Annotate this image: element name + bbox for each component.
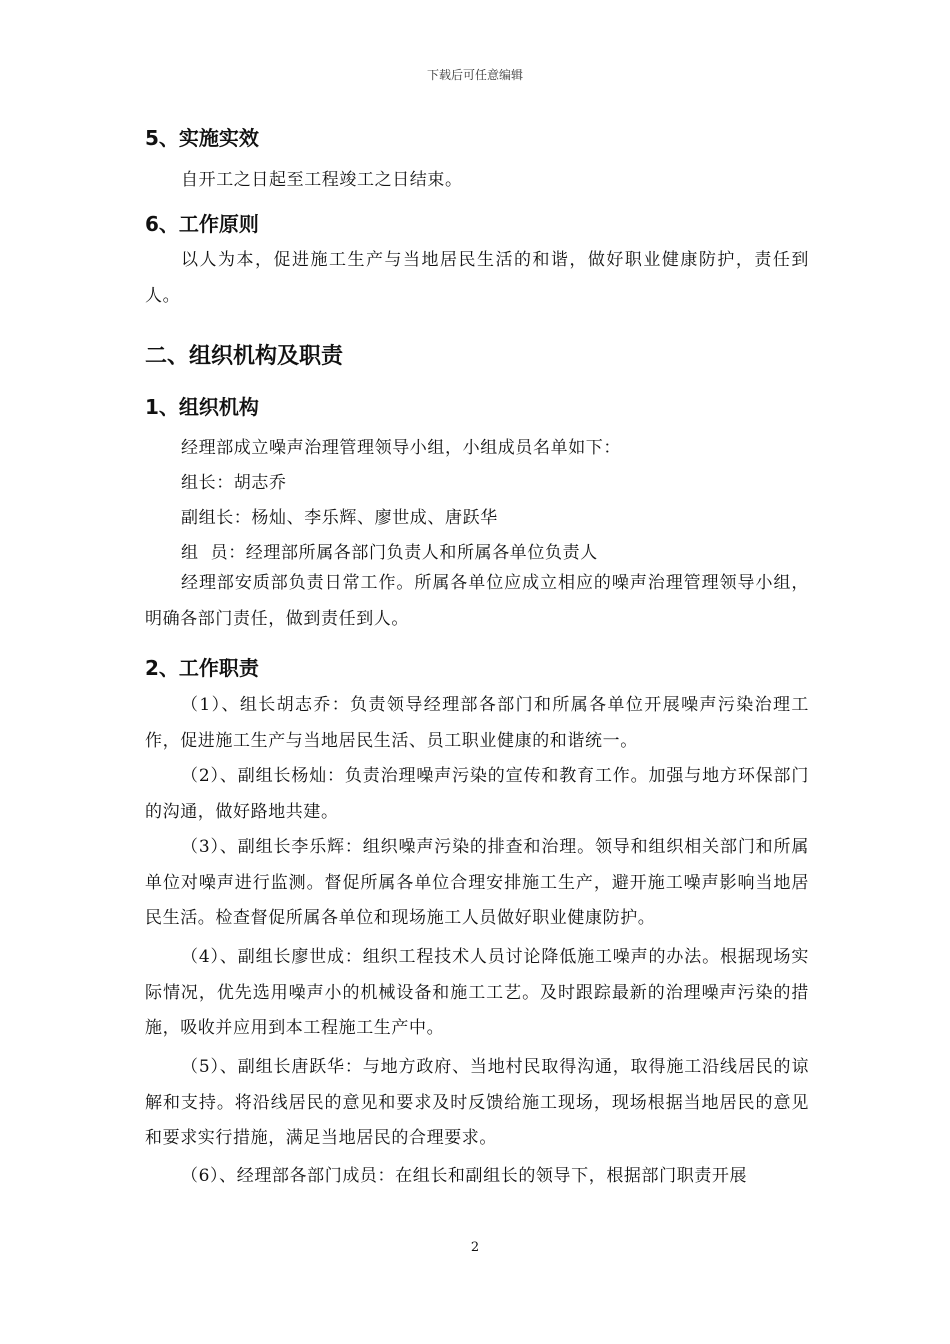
duty-item-3: （3）、副组长李乐辉：组织噪声污染的排查和治理。领导和组织相关部门和所属单位对噪声进行监测。督促所属各单位合理安排施工生产，避开施工噪声影响当地居民生活。检查督促所属各单位和现场施工人员做好职业健康防护。 [145,837,809,928]
org-leader-text: 组长：胡志乔 [181,473,287,493]
duty-item-4: （4）、副组长廖世成：组织工程技术人员讨论降低施工噪声的办法。根据现场实际情况，优先选用噪声小的机械设备和施工工艺。及时跟踪最新的治理噪声污染的措施，吸收并应用到本工程施工生产中。 [145,947,809,1038]
org-note-text: 经理部安质部负责日常工作。所属各单位应成立相应的噪声治理管理领导小组，明确各部门责任，做到责任到人。 [145,573,809,629]
duty-item-5: （5）、副组长唐跃华：与地方政府、当地村民取得沟通，取得施工沿线居民的谅解和支持。将沿线居民的意见和要求及时反馈给施工现场，现场根据当地居民的意见和要求实行措施，满足当地居民的合理要求。 [145,1057,809,1148]
org-members-text: 组 员：经理部所属各部门负责人和所属各单位负责人 [181,543,598,563]
page-header: 下载后可任意编辑 [426,68,523,82]
duty-item-2: （2）、副组长杨灿：负责治理噪声污染的宣传和教育工作。加强与地方环保部门的沟通，做好路地共建。 [145,766,809,822]
section-5-text: 自开工之日起至工程竣工之日结束。 [181,170,463,190]
page-number: 2 [470,1240,480,1255]
chapter-2-heading: 二、组织机构及职责 [145,344,344,369]
section-5-heading: 5、实施实效 [145,126,259,150]
section-6-heading: 6、工作原则 [145,212,259,236]
duties-heading: 2、工作职责 [145,656,259,680]
org-structure-heading: 1、组织机构 [145,395,259,419]
duty-item-1: （1）、组长胡志乔：负责领导经理部各部门和所属各单位开展噪声污染治理工作，促进施工生产与当地居民生活、员工职业健康的和谐统一。 [145,695,809,751]
org-intro-text: 经理部成立噪声治理管理领导小组，小组成员名单如下： [181,438,621,458]
section-6-text: 以人为本，促进施工生产与当地居民生活的和谐，做好职业健康防护，责任到人。 [145,250,809,306]
duty-item-6: （6）、经理部各部门成员：在组长和副组长的领导下，根据部门职责开展 [181,1166,748,1186]
org-deputies-text: 副组长：杨灿、李乐辉、廖世成、唐跃华 [181,508,498,528]
